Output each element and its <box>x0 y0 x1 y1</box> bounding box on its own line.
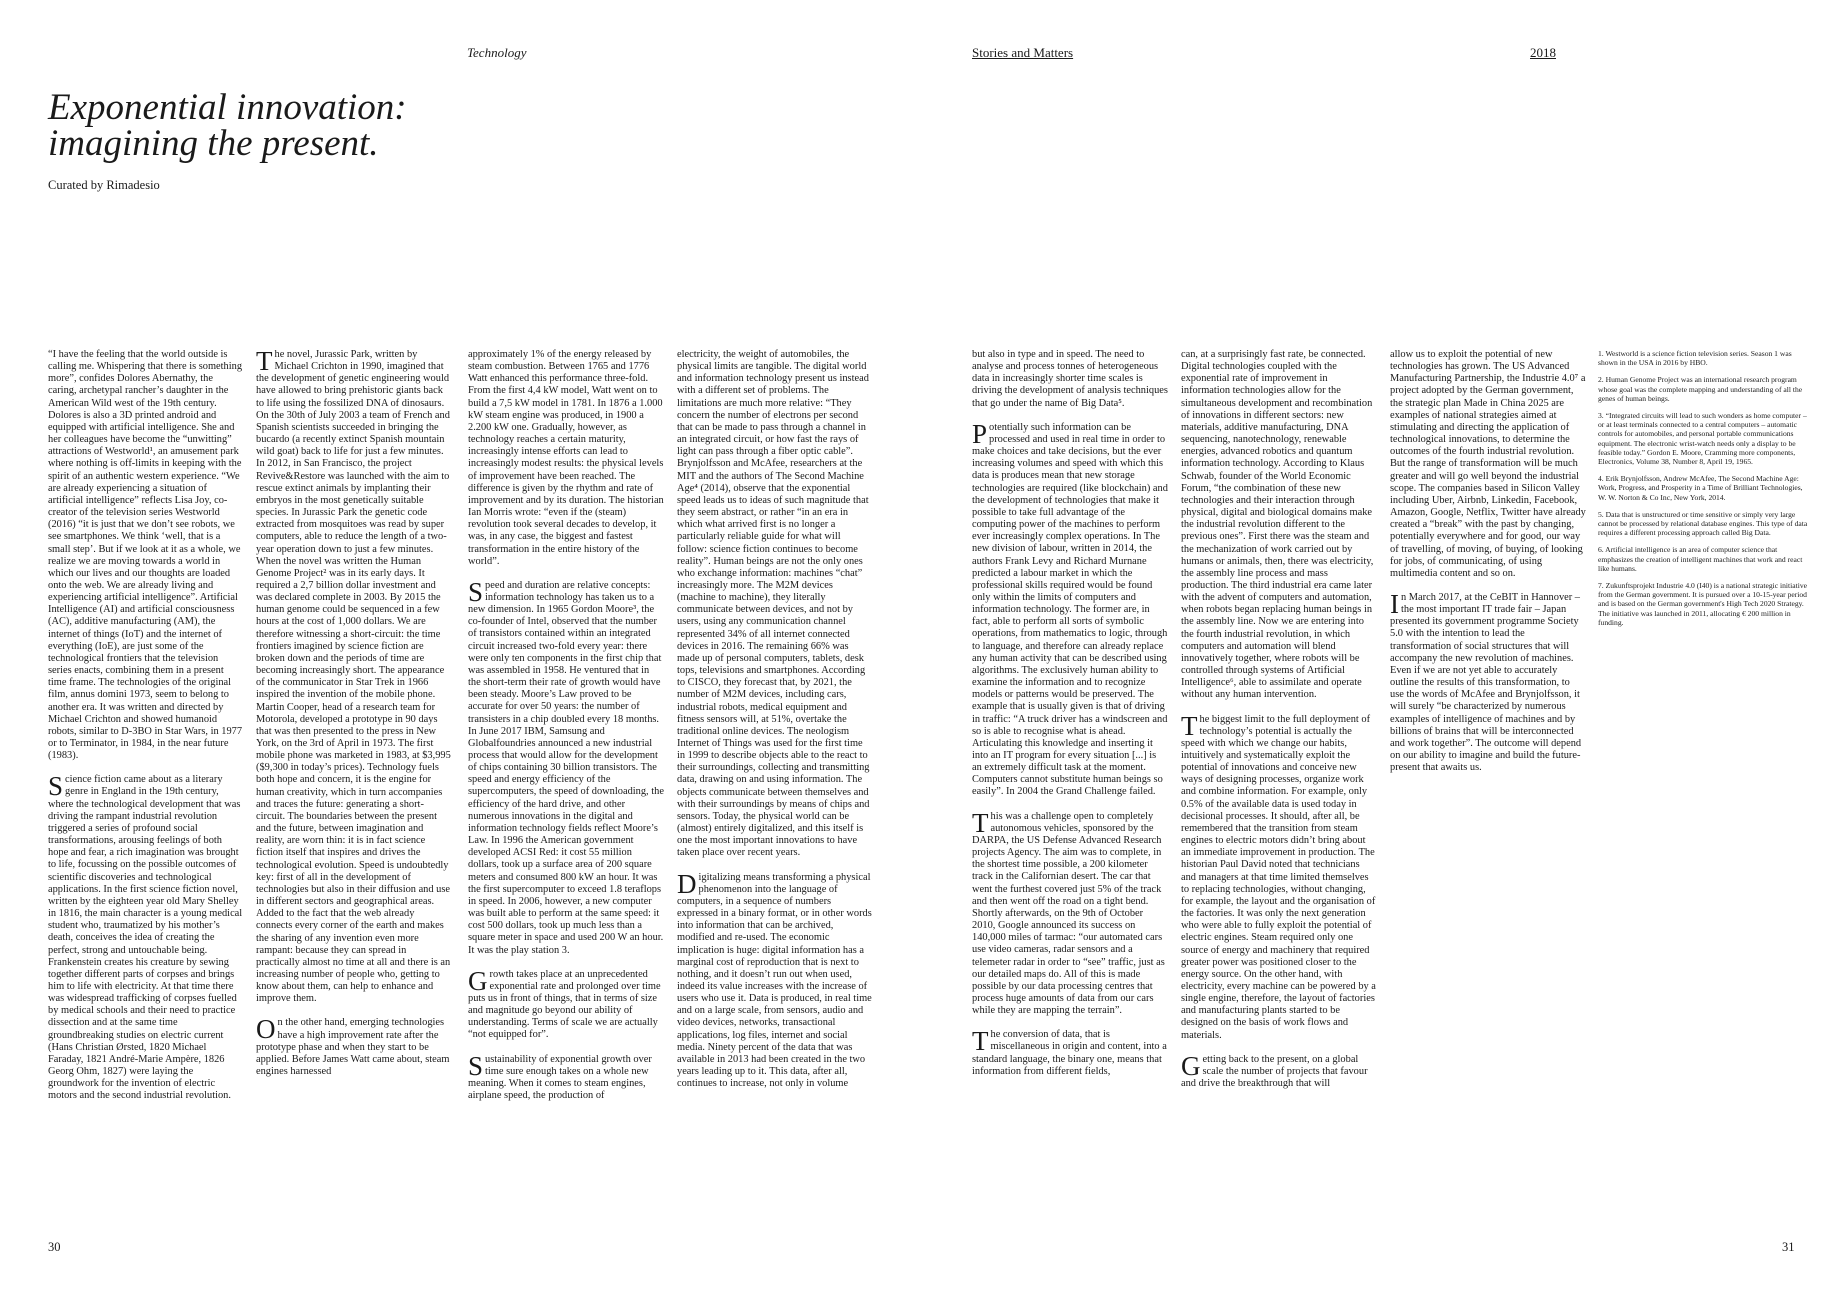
paragraph: The biggest limit to the full deployment of technology’s potential is actually the speed with which we change our habits, intuitively and systematically exploit the potential of innovations and conceive new ways of designing processes, organize work and combine information. For example, only 0.5% of the available data is used today in decisional processes. It should, after all, be remembered that the transition from steam engines to electric motors didn’t bring about an immediate improvement in production. The historian Paul David noted that technicians and managers at that time limited themselves to replacing technologies, without changing, for example, the layout and the organisation of the factories. It was only the next generation who were able to fully exploit the potential of electric engines. Steam required only one source of energy and machinery that required greater power was positioned closer to the energy source. On the other hand, with electricity, every machine can be powered by a single engine, therefore, the layout of factories and manufacturing plants started to be designed on the basis of work flows and materials. <box>1181 710 1376 1041</box>
drop-cap: T <box>972 1026 989 1057</box>
drop-cap: S <box>48 771 64 802</box>
drop-cap: S <box>468 576 484 607</box>
drop-cap: T <box>972 807 989 838</box>
drop-cap: I <box>1390 588 1399 619</box>
drop-cap: O <box>256 1014 276 1045</box>
paragraph: This was a challenge open to completely autonomous vehicles, sponsored by the DARPA, the US Defense Advanced Research projects Agency. The aim was to complete, in the shortest time possible, a 200 kilometer track in the Californian desert. The car that went the furthest covered just 5% of the track and then went off the road on a tight bend. Shortly afterwards, on the 9th of October 2010, Google announced its success on 140,000 miles of tarmac: “our automated cars use video cameras, radar sensors and a telemeter radar in order to “see” traffic, just as our detailed maps do. All of this is made possible by our data processing centres that process huge amounts of data from our cars while they are mapping the terrain”. <box>972 807 1165 1017</box>
text-column-1 <box>48 349 244 1229</box>
paragraph: “I have the feeling that the world outside is calling me. Whispering that there is something more”, confides Dolores Abernathy, the caring, archetypal rancher’s daughter in the American Wild west of the 19th century. Dolores is also a 3D printed android and equipped with artificial intelligence. She and her colleagues have become the “unwitting” attractions of Westworld¹, an amusement park where nothing is off-limits in keeping with the spirit of an authentic western experience. “We are already experiencing a situation of artificial intelligence” reflects Lisa Joy, co-creator of the television series Westworld (2016) “it is just that we don’t see robots, we see smartphones. We think ‘well, that is a small step’. But if we look at it as a whole, we realize we are moving towards a world in which our lives and our thoughts are loaded onto the web. We are already living and experiencing artificial intelligence”. Artificial Intelligence (AI) and artificial consciousness (AC), additive manufacturing (AM), the internet of things (IoT) and the internet of everything (IoE), are just some of the technological frontiers that the television series enacts, combining them in a present time frame. The technologies of the original film, annus domini 1973, seem to belong to another era. It was written and directed by Michael Crichton and showed humanoid robots, similar to D-3BO in Star Wars, in 1977 or to Terminator, in 1984, in the near future (1983). <box>48 349 243 762</box>
paragraph: Speed and duration are relative concepts: information technology has taken us to a new dimension. In 1965 Gordon Moore³, the co-founder of Intel, observed that the number of transistors contained within an integrated circuit increased two-fold every year: there were only ten components in the first chip that was assembled in 1958. He ventured that in the short-term their rate of growth would have been steady. Moore’s Law proved to be accurate for over 50 years: the number of transisters in a chip doubled every 18 months. In June 2017 IBM, Samsung and Globalfoundries announced a new industrial process that would allow for the development of chips containing 30 billion transistors. The speed and energy efficiency of the supercomputers, the speed of downloading, the efficiency of the hard drive, and other numerous innovations in the digital and information technology fields reflect Moore’s Law. In 1996 the American government developed ACSI Red: it cost 55 million dollars, took up a surface area of 200 square meters and consumed 800 kW an hour. It was the first supercomputer to exceed 1.8 teraflops in speed. In 2006, however, a new computer was built able to perform at the same speed: it cost 500 dollars, took up much less than a square meter in space and used 200 W an hour. It was the play station 3. <box>468 576 664 956</box>
paragraph: The conversion of data, that is miscellaneous in origin and content, into a standard language, the binary one, means that information from different fields, <box>972 1026 1167 1077</box>
paragraph: allow us to exploit the potential of new technologies has grown. The US Advanced Manufacturing Partnership, the Industrie 4.0⁷ a project adopted by the German government, the strategic plan Made in China 2025 are examples of national strategies aimed at stimulating and directing the application of technological innovations, to determine the outcomes of the fourth industrial revolution. But the range of transformation will be much greater and will go well beyond the industrial scope. The companies based in Silicon Valley including Uber, Airbnb, Linkedin, Facebook, Amazon, Google, Netflix, Twitter have already created a “break” with the past by changing, potentially everywhere and for good, our way of travelling, of moving, of buying, of looking for jobs, of communicating, of using multimedia content and so on. <box>1390 349 1586 579</box>
paragraph: can, at a surprisingly fast rate, be connected. Digital technologies coupled with the exponential rate of improvement in information technologies allow for the simultaneous development and recombination of innovations in different sectors: new materials, additive manufacturing, DNA sequencing, nanotechnology, renewable energies, advanced robotics and quantum information technology. According to Klaus Schwab, founder of the World Economic Forum, “the combination of these new technologies and their interaction through physical, digital and biological domains make the industrial revolution different to the previous ones”. First there was the steam and the mechanization of work carried out by humans or animals, then, there was electricity, the assembly line process and mass production. The third industrial era came later with the advent of computers and automation, when robots began replacing human beings in the assembly line. Now we are entering into the fourth industrial revolution, in which computers and automation will blend innovatively together, where robots will be controlled through systems of Artificial Intelligence⁶, able to assimilate and operate without any human intervention. <box>1181 349 1374 701</box>
text-column-2 <box>256 349 452 1229</box>
paragraph: but also in type and in speed. The need to analyse and process tonnes of heterogeneous data in increasingly shorter time scales is driving the development of analysis techniques that go under the name of Big Data⁵. <box>972 349 1168 409</box>
year-label: 2018 <box>1530 45 1556 60</box>
page-gutter <box>918 0 922 1291</box>
drop-cap: T <box>1181 710 1198 741</box>
curator-credit: Curated by Rimadesio <box>48 178 160 192</box>
footnote: 1. Westworld is a science fiction television series. Season 1 was shown in the USA in 2016 by HBO. <box>1598 349 1792 368</box>
paragraph: electricity, the weight of automobiles, the physical limits are tangible. The digital world and information technology present us instead with a different set of problems. The limitations are much more relative: “They concern the number of electrons per second that can be made to pass through a channel in an integrated circuit, or how fast the rays of light can pass through a fiber optic cable”. Brynjolfsson and McAfee, researchers at the MIT and the authors of The Second Machine Age⁴ (2014), observe that the exponential speed leads us to ideas of such magnitude that they seem abstract, or rather “in an era in which what arrived first is no longer a particularly reliable guide for what will follow: science fiction continues to become reality”. Human beings are not the only ones who exchange information: machines “chat” increasingly more. The M2M devices (machine to machine), they literally communicate between devices, and not by users, using any communication channel represented 34% of all internet connected devices in 2016. The remaining 66% was made up of personal computers, tablets, desk tops, televisions and smartphones. According to CISCO, they forecast that, by 2021, the number of M2M devices, including cars, industrial robots, medical equipment and fitness sensors will, at 51%, overtake the traditional online devices. The neologism Internet of Things was used for the first time in 1999 to describe objects able to the react to their surroundings, collecting and transmitting data, drawing on and using information. The objects communicate between themselves and with their surroundings by means of chips and sensors. Today, the physical world can be (almost) entirely digitalized, and this itself is one the most important innovations to have taken place over recent years. <box>677 349 870 859</box>
footnotes <box>1598 349 1808 749</box>
text-column-6 <box>1181 349 1377 1229</box>
drop-cap: D <box>677 868 697 899</box>
text-column-3 <box>468 349 664 1229</box>
drop-cap: G <box>1181 1050 1201 1081</box>
paragraph: On the other hand, emerging technologies have a high improvement rate after the prototype phase and when they start to be applied. Before James Watt came about, steam engines harnessed <box>256 1014 450 1078</box>
paragraph: Science fiction came about as a literary genre in England in the 19th century, where the technological development that was driving the rampant industrial revolution triggered a series of profound social transformations, arousing feelings of both hope and fear, a rich imagination was brought to life, focussing on the possible outcomes of scientific discoveries and technological applications. In the first science fiction novel, written by the eighteen year old Mary Shelley in 1816, the main character is a young medical student who, traumatized by his mother’s death, conceives the idea of creating the perfect, strong and untouchable being. Frankenstein creates his creature by sewing together different parts of corpses and brings him to life with electricity. At that time there was widespread trafficking of corpses fuelled by medical schools and their need to practice dissection and at the same time groundbreaking studies on electric current (Hans Christian Ørsted, 1820 Michael Faraday, 1821 André-Marie Ampère, 1826 Georg Ohm, 1827) were laying the groundwork for the invention of electric motors and the second industrial revolution. <box>48 771 243 1102</box>
text-column-5 <box>972 349 1168 1229</box>
drop-cap: G <box>468 965 488 996</box>
drop-cap: S <box>468 1050 484 1081</box>
text-column-7 <box>1390 349 1586 1229</box>
footnote: 6. Artificial intelligence is an area of computer science that emphasizes the creation of intelligent machines that work and react like humans. <box>1598 545 1803 573</box>
drop-cap: P <box>972 418 988 449</box>
section-label: Technology <box>467 45 527 60</box>
footnote: 7. Zukunftsprojekt Industrie 4.0 (I40) is a national strategic initiative from the German government. It is pursued over a 10-15-year period and is based on the German government's High Tech 2020 Strategy. The initiative was launched in 2011, allocating € 200 million in funding. <box>1598 581 1807 627</box>
paragraph: The novel, Jurassic Park, written by Michael Crichton in 1990, imagined that the development of genetic engineering would have allowed to bring prehistoric giants back to life using the fossilized DNA of dinosaurs. On the 30th of July 2003 a team of French and Spanish scientists succeeded in bringing the bucardo (a recently extinct Spanish mountain wild goat) back to life for just a few minutes. In 2012, in San Francisco, the project Revive&Restore was launched with the aim to rescue extinct animals by implanting their embryos in the most genetically suitable species. In Jurassic Park the genetic code extracted from mosquitoes was read by super computers, able to reduce the length of a two-year operation down to just a few minutes. When the novel was written the Human Genome Project² was in its early days. It required a 2,7 billion dollar investment and was declared complete in 2003. By 2015 the human genome could be sequenced in a few hours at the cost of 1,000 dollars. We are therefore witnessing a short-circuit: the time frontiers imagined by science fiction are broken down and the periods of time are becoming increasingly short. The appearance of the communicator in Star Trek in 1966 inspired the invention of the mobile phone. Martin Cooper, head of a research team for Motorola, developed a prototype in 90 days that was then presented to the press in New York, on the 3rd of April in 1973. The first mobile phone was marketed in 1983, at $3,995 ($9,300 in today’s prices). Technology fuels both hope and concern, it is the engine for human creativity, which in turn accompanies and traces the future: generating a short-circuit. The boundaries between the present and the future, between imagination and reality, are worn thin: it is in fact science fiction itself that inspires and drives the technological evolution. Speed is undoubtedly key: first of all in the development of technologies but also in their diffusion and use in different sectors and geographical areas. Added to the fact that the web already connects every corner of the earth and makes the sharing of any invention even more rampant: because they can spread in practically almost no time at all and there is an increasing number of people who, getting to know about them, can help to enhance and improve them. <box>256 349 451 1005</box>
paragraph: In March 2017, at the CeBIT in Hannover – the most important IT trade fair – Japan presented its government programme Society 5.0 with the intention to lead the transformation of social structures that will accompany the new revolution of machines. Even if we are not yet able to accurately outline the results of this transformation, to use the words of McAfee and Brynjolfsson, it will surely “be characterized by numerous examples of intelligence of machines and by billions of brains that will be interconnected and work together”. The outcome will depend on our ability to imagine and build the future-present that awaits us. <box>1390 588 1582 774</box>
drop-cap: T <box>256 349 273 376</box>
paragraph: Growth takes place at an unprecedented exponential rate and prolonged over time puts us in front of things, that in terms of size and magnitude go beyond our ability of understanding. Terms of scale we are actually “not equipped for”. <box>468 965 661 1041</box>
article-title: Exponential innovation: imagining the present. <box>48 87 407 164</box>
paragraph: Digitalizing means transforming a physical phenomenon into the language of computers, in a sequence of numbers expressed in a binary format, or in other words into information that can be archived, modified and re-used. The economic implication is huge: digital information has a marginal cost of reproduction that is next to nothing, and it doesn’t run out when used, indeed its value increases with the increase of users who use it. Data is produced, in real time and on a large scale, from sensors, audio and video devices, networks, transactional applications, log files, internet and social media. Ninety percent of the data that was available in 2013 had been created in the two years leading up to it. This data, after all, continues to increase, not only in volume <box>677 868 872 1090</box>
footnote: 4. Erik Brynjolfsson, Andrew McAfee, The Second Machine Age: Work, Progress, and Prosperity in a Time of Brilliant Technologies, W. W. Norton & Co Inc, New York, 2014. <box>1598 474 1803 502</box>
series-label: Stories and Matters <box>972 45 1074 60</box>
footnote: 3. “Integrated circuits will lead to such wonders as home computer – or at least terminals connected to a central computers – automatic controls for automobiles, and personal portable communications equipment. The electronic wrist-watch needs only a display to be feasible today.” Gordon E. Moore, Cramming more components, Electronics, Volume 38, Number 8, April 19, 1965. <box>1598 411 1807 467</box>
page-number-left: 30 <box>48 1240 61 1254</box>
footnote: 2. Human Genome Project was an international research program whose goal was the complete mapping and understanding of all the genes of human beings. <box>1598 375 1803 403</box>
page-number-right: 31 <box>1782 1240 1795 1254</box>
paragraph: Getting back to the present, on a global scale the number of projects that favour and drive the breakthrough that will <box>1181 1050 1368 1090</box>
paragraph: Potentially such information can be processed and used in real time in order to make choices and take decisions, but the ever increasing volumes and speed with which this data is produces mean that new storage technologies are required (like blockchain) and the development of technologies that make it possible to take full advantage of the computing power of the machines to perform ever increasingly complex operations. In The new division of labour, written in 2014, the authors Frank Levy and Richard Murnane predicted a labour market in which the professional skills required would be found only within the limits of computers and information technology. The former are, in fact, able to perform all sorts of symbolic operations, from mathematics to logic, through to language, and therefore can already replace any human activity that can be described using algorithms. The exclusively human ability to examine the information and to recognize models or patterns would be preserved. The example that is usually given is that of driving in traffic: “A truck driver has a windscreen and so is able to recognise what is ahead. Articulating this knowledge and inserting it into an IT program for every situation [...] is an extremely difficult task at the moment. Computers cannot substitute human beings so easily”. In 2004 the Grand Challenge failed. <box>972 418 1168 798</box>
paragraph: Sustainability of exponential growth over time sure enough takes on a whole new meaning. When it comes to steam engines, airplane speed, the production of <box>468 1050 652 1102</box>
footnote: 5. Data that is unstructured or time sensitive or simply very large cannot be processed by relational database engines. This type of data requires a different processing approach called Big Data. <box>1598 509 1808 538</box>
paragraph: approximately 1% of the energy released by steam combustion. Between 1765 and 1776 Watt enhanced this performance three-fold. From the first 4,4 kW model, Watt went on to build a 7,5 kW model in 1781. In 1876 a 1.000 kW steam engine was produced, in 1900 a 2.200 kW one. Gradually, however, as technology reaches a certain maturity, increasingly intense efforts can lead to increasingly modest results: the physical levels of improvement have been reached. The difference is given by the rhythm and rate of improvement and by its duration. The historian Ian Morris wrote: “even if the (steam) revolution took several decades to develop, it was, in any case, the biggest and fastest transformation in the entire history of the world”. <box>468 349 664 567</box>
text-column-4 <box>677 349 873 1229</box>
